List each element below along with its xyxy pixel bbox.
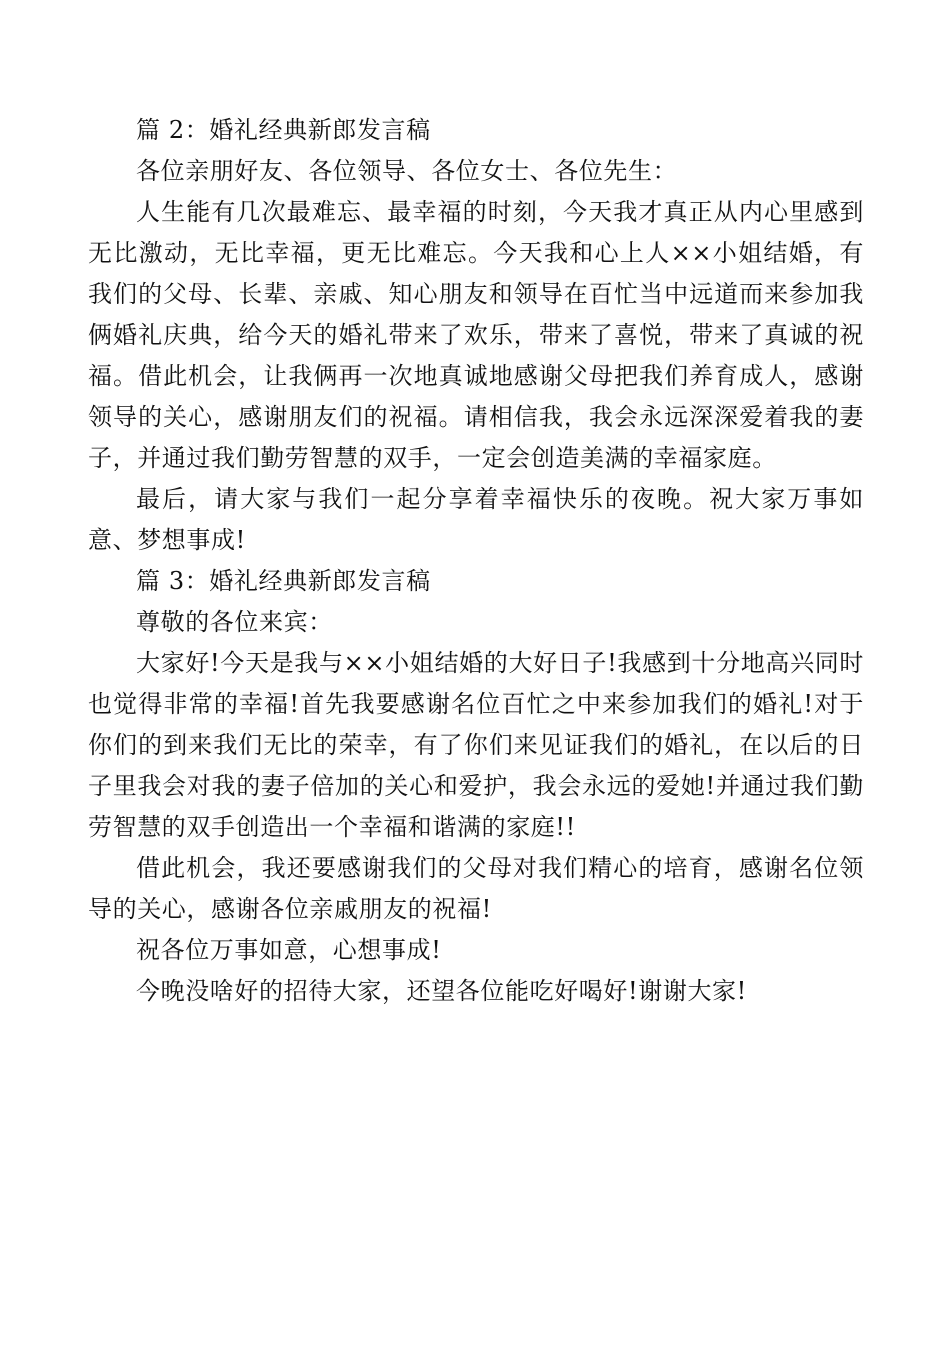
closing-paragraph: 今晚没啥好的招待大家，还望各位能吃好喝好!谢谢大家! [136, 977, 747, 1005]
salutation-paragraph: 尊敬的各位来宾： [136, 608, 333, 636]
body-paragraph: 借此机会，我还要感谢我们的父母对我们精心的培育，感谢名位领导的关心，感谢各位亲戚朋友的祝福! [88, 854, 864, 923]
body-paragraph: 人生能有几次最难忘、最幸福的时刻，今天我才真正从内心里感到无比激动，无比幸福，更无比难忘。今天我和心上人××小姐结婚，有我们的父母、长辈、亲戚、知心朋友和领导在百忙当中远道而来参加我俩婚礼庆典，给今天的婚礼带来了欢乐，带来了喜悦，带来了真诚的祝福。借此机会，让我俩再一次地真诚地感谢父母把我们养育成人，感谢领导的关心，感谢朋友们的祝福。请相信我，我会永远深深爱着我的妻子，并通过我们勤劳智慧的双手，一定会创造美满的幸福家庭。 [88, 198, 864, 472]
body-paragraph: 大家好!今天是我与××小姐结婚的大好日子!我感到十分地高兴同时也觉得非常的幸福!首先我要感谢名位百忙之中来参加我们的婚礼!对于你们的到来我们无比的荣幸，有了你们来见证我们的婚礼，在以后的日子里我会对我的妻子倍加的关心和爱护，我会永远的爱她!并通过我们勤劳智慧的双手创造出一个幸福和谐满的家庭!! [88, 649, 864, 841]
salutation-paragraph: 各位亲朋好友、各位领导、各位女士、各位先生： [136, 157, 678, 185]
wishes-paragraph: 祝各位万事如意，心想事成! [136, 936, 442, 964]
document-body [88, 110, 864, 1012]
section-heading-3: 篇 3：婚礼经典新郎发言稿 [136, 567, 431, 595]
closing-paragraph: 最后，请大家与我们一起分享着幸福快乐的夜晚。祝大家万事如意、梦想事成! [88, 485, 864, 554]
section-heading-2: 篇 2：婚礼经典新郎发言稿 [136, 116, 431, 144]
